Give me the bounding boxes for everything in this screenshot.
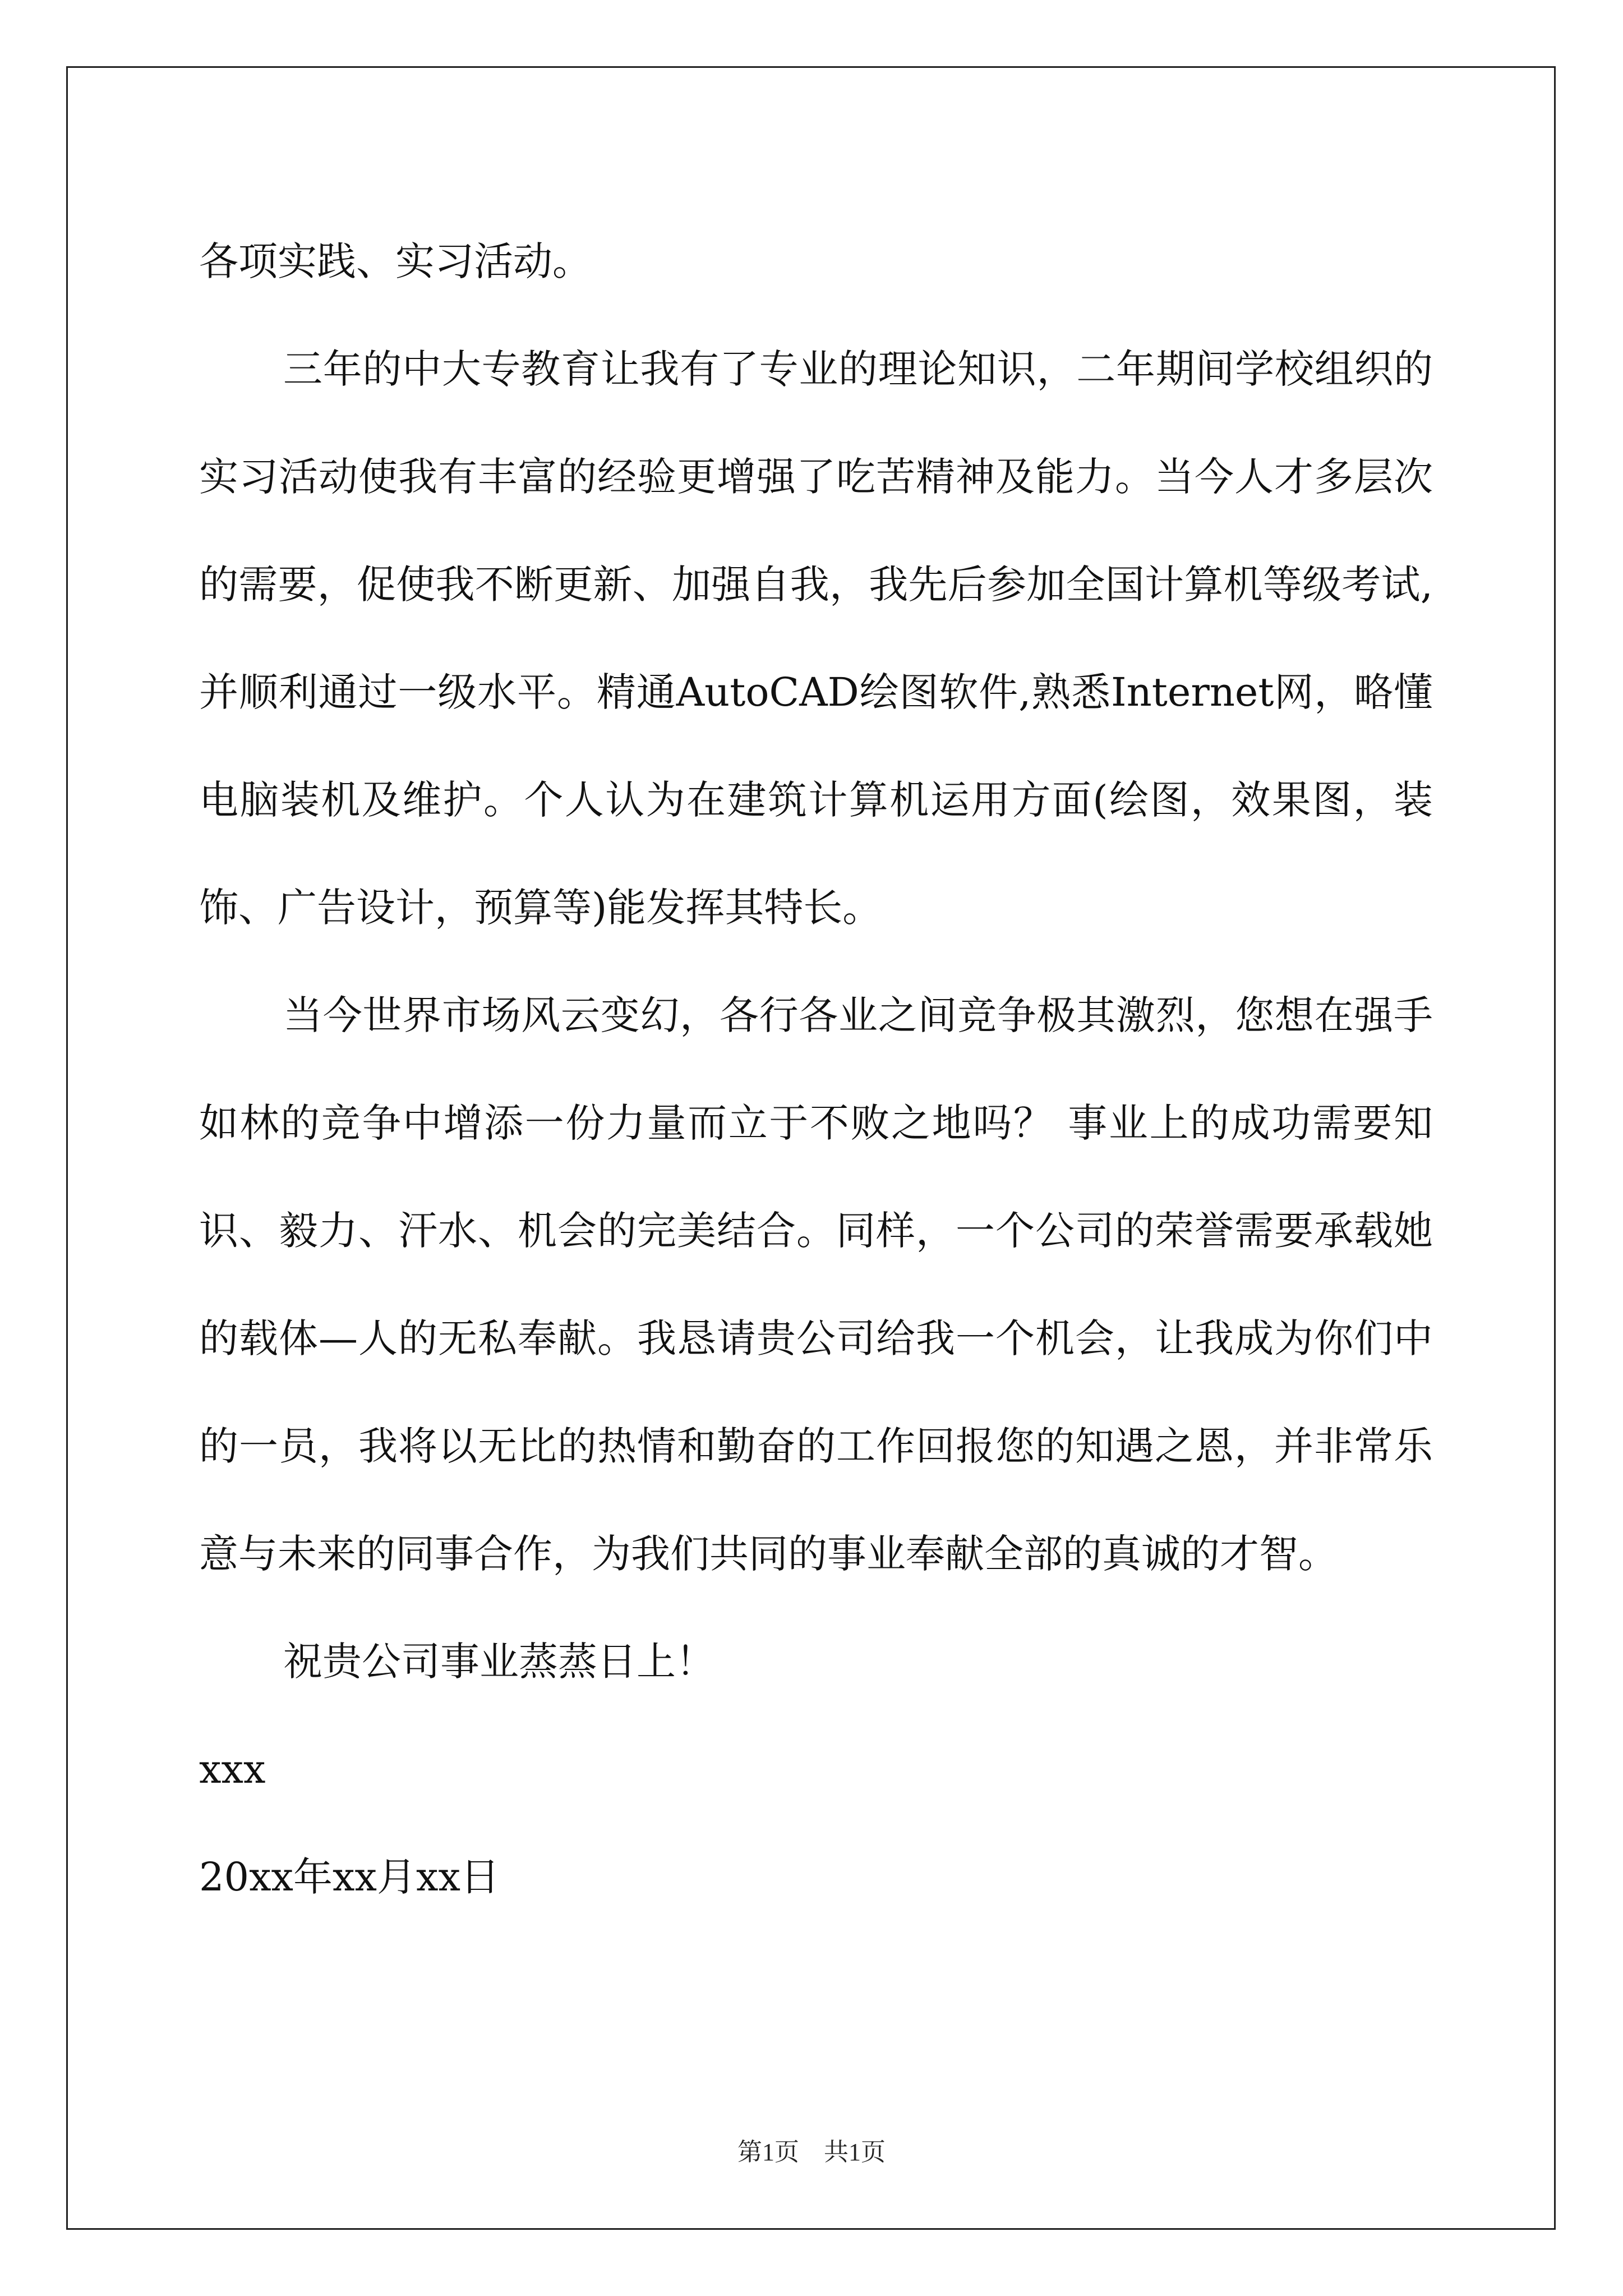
document-body [199,208,1433,1931]
page-number-footer: 第1页 共1页 [737,2138,886,2166]
signature-date: 20xx年xx月xx日 [199,1854,500,1900]
signature-name: xxx [199,1746,266,1792]
paragraph-market: 当今世界市场风云变幻，各行各业之间竞争极其激烈，您想在强手如林的竞争中增添一份力量而立于不败之地吗？ 事业上的成功需要知识、毅力、汗水、机会的完美结合。同样，一个公司的荣誉需要承载她的载体—人的无私奉献。我恳请贵公司给我一个机会，让我成为你们中的一员，我将以无比的热情和勤奋的工作回报您的知遇之恩，并非常乐意与未来的同事合作，为我们共同的事业奉献全部的真诚的才智。 [199,992,1433,1577]
paragraph-wish: 祝贵公司事业蒸蒸日上！ [283,1639,715,1685]
paragraph-intro-tail: 各项实践、实习活动。 [199,238,592,284]
paragraph-education: 三年的中大专教育让我有了专业的理论知识，二年期间学校组织的实习活动使我有丰富的经验更增强了吃苦精神及能力。当今人才多层次的需要，促使我不断更新、加强自我，我先后参加全国计算机等级考试,并顺利通过一级水平。精通AutoCAD绘图软件,熟悉Internet网，略懂电脑装机及维护。个人认为在建筑计算机运用方面(绘图，效果图，装饰、广告设计，预算等)能发挥其特长。 [199,346,1433,931]
